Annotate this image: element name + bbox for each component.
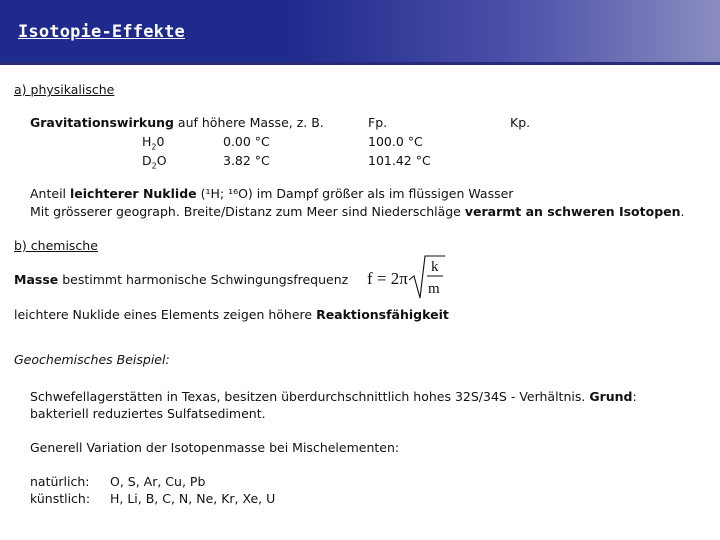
gravitation-text: auf höhere Masse, z. B. xyxy=(173,115,324,130)
sulfur-line-2: bakteriell reduziertes Sulfatsediment. xyxy=(30,406,266,421)
section-b-heading: b) chemische xyxy=(14,238,98,253)
mass-line: Masse bestimmt harmonische Schwingungsfrequenz xyxy=(14,272,349,287)
section-a-heading: a) physikalische xyxy=(14,82,115,97)
row-h2o-kp: 100.0 °C xyxy=(368,134,423,149)
row-d2o-label: $D_2O$ xyxy=(142,153,167,171)
row-d2o-fp: 3.82 °C xyxy=(223,153,270,168)
row-d2o-kp: 101.42 °C xyxy=(368,153,431,168)
formula-numerator: k xyxy=(431,259,439,275)
formula-lhs: f = 2π xyxy=(367,269,408,288)
slide-title: Isotopie-Effekte xyxy=(18,22,185,42)
geo-example-heading: Geochemisches Beispiel: xyxy=(14,352,170,367)
gravitation-bold: Gravitationswirkung xyxy=(30,115,174,130)
variation-line: Generell Variation der Isotopenmasse bei Mischelementen: xyxy=(30,440,400,455)
column-kp: Kp. xyxy=(510,115,531,130)
sulfur-line-1: Schwefellagerstätten in Texas, besitzen überdurchschnittlich hohes 32S/34S - Verhältnis. Grund: xyxy=(30,389,637,404)
precipitation-line: Mit grösserer geograph. Breite/Distanz zum Meer sind Niederschläge verarmt an schweren Isotopen. xyxy=(30,204,685,219)
natural-label: natürlich: xyxy=(30,474,90,489)
row-h2o-fp: 0.00 °C xyxy=(223,134,270,149)
title-divider xyxy=(0,62,720,65)
row-h2o-label: $H_20$ xyxy=(142,134,165,152)
frequency-formula xyxy=(365,252,445,302)
formula-denominator: m xyxy=(428,281,440,297)
artificial-label: künstlich: xyxy=(30,491,91,506)
artificial-value: H, Li, B, C, N, Ne, Kr, Xe, U xyxy=(110,491,276,506)
reactivity-line: leichtere Nuklide eines Elements zeigen höhere Reaktionsfähigkeit xyxy=(14,307,449,322)
natural-value: O, S, Ar, Cu, Pb xyxy=(110,474,206,489)
column-fp: Fp. xyxy=(368,115,388,130)
gravitation-line xyxy=(30,115,324,131)
light-nuclide-line: Anteil leichterer Nuklide (¹H; ¹⁶O) im Dampf größer als im flüssigen Wasser xyxy=(30,186,514,201)
